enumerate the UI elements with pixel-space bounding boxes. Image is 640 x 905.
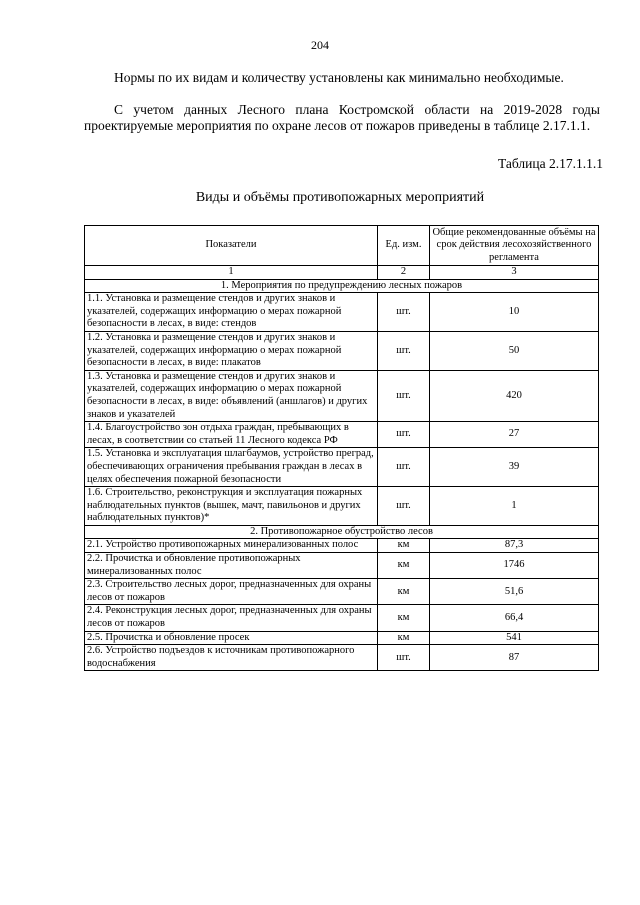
table-row bbox=[85, 605, 599, 631]
row-value: 87 bbox=[430, 645, 599, 671]
section-title: 1. Мероприятия по предупреждению лесных пожаров bbox=[85, 279, 599, 293]
intro-paragraph-1 bbox=[84, 70, 600, 86]
row-name: 1.5. Установка и эксплуатация шлагбаумов, устройство преград, обеспечивающих ограничения пребывания граждан в лесах в целях обеспечения пожарной безопасности bbox=[85, 448, 378, 487]
row-value: 1746 bbox=[430, 553, 599, 579]
column-number-row bbox=[85, 266, 599, 280]
row-value: 39 bbox=[430, 448, 599, 487]
header-indicators: Показатели bbox=[85, 226, 378, 266]
row-value: 1 bbox=[430, 487, 599, 526]
table-row bbox=[85, 293, 599, 332]
row-name: 2.3. Строительство лесных дорог, предназначенных для охраны лесов от пожаров bbox=[85, 579, 378, 605]
table-row bbox=[85, 579, 599, 605]
row-value: 66,4 bbox=[430, 605, 599, 631]
paragraph-text: С учетом данных Лесного плана Костромской области на 2019-2028 годы проектируемые мероприятия по охране лесов от пожаров приведены в таблице 2.17.1.1. bbox=[84, 102, 600, 133]
row-unit: шт. bbox=[378, 487, 430, 526]
header-unit: Ед. изм. bbox=[378, 226, 430, 266]
intro-paragraph-2 bbox=[84, 102, 600, 134]
row-name: 1.2. Установка и размещение стендов и других знаков и указателей, содержащих информацию о мерах пожарной безопасности в лесах, в виде: плакатов bbox=[85, 331, 378, 370]
row-unit: км bbox=[378, 631, 430, 645]
row-unit: шт. bbox=[378, 293, 430, 332]
paragraph-text: Нормы по их видам и количеству установлены как минимально необходимые. bbox=[114, 70, 564, 85]
row-name: 2.2. Прочистка и обновление противопожарных минерализованных полос bbox=[85, 553, 378, 579]
row-name: 1.4. Благоустройство зон отдыха граждан, пребывающих в лесах, в соответствии со статьей 11 Лесного кодекса РФ bbox=[85, 422, 378, 448]
column-number: 1 bbox=[85, 266, 378, 280]
table-header-row bbox=[85, 226, 599, 266]
row-name: 2.1. Устройство противопожарных минерализованных полос bbox=[85, 539, 378, 553]
row-value: 51,6 bbox=[430, 579, 599, 605]
row-value: 10 bbox=[430, 293, 599, 332]
table-row bbox=[85, 487, 599, 526]
column-number: 2 bbox=[378, 266, 430, 280]
row-unit: шт. bbox=[378, 645, 430, 671]
section-title: 2. Противопожарное обустройство лесов bbox=[85, 525, 599, 539]
row-unit: км bbox=[378, 553, 430, 579]
row-name: 2.6. Устройство подъездов к источникам противопожарного водоснабжения bbox=[85, 645, 378, 671]
row-name: 2.5. Прочистка и обновление просек bbox=[85, 631, 378, 645]
table-label: Таблица 2.17.1.1.1 bbox=[498, 156, 603, 171]
row-unit: км bbox=[378, 579, 430, 605]
table-row bbox=[85, 370, 599, 421]
section-row bbox=[85, 525, 599, 539]
row-unit: км bbox=[378, 605, 430, 631]
table-row bbox=[85, 448, 599, 487]
table-row bbox=[85, 422, 599, 448]
table-row bbox=[85, 553, 599, 579]
row-unit: шт. bbox=[378, 331, 430, 370]
page-number: 204 bbox=[311, 38, 329, 52]
measures-table bbox=[84, 225, 599, 671]
table-row bbox=[85, 631, 599, 645]
row-value: 50 bbox=[430, 331, 599, 370]
header-volumes: Общие рекомендованные объёмы на срок действия лесохозяйственного регламента bbox=[430, 226, 599, 266]
row-value: 87,3 bbox=[430, 539, 599, 553]
column-number: 3 bbox=[430, 266, 599, 280]
row-unit: км bbox=[378, 539, 430, 553]
row-unit: шт. bbox=[378, 422, 430, 448]
row-unit: шт. bbox=[378, 448, 430, 487]
row-value: 420 bbox=[430, 370, 599, 421]
row-name: 1.1. Установка и размещение стендов и других знаков и указателей, содержащих информацию о мерах пожарной безопасности в лесах, в виде: стендов bbox=[85, 293, 378, 332]
row-name: 1.6. Строительство, реконструкция и эксплуатация пожарных наблюдательных пунктов (вышек, мачт, павильонов и других наблюдательных пунктов)* bbox=[85, 487, 378, 526]
row-name: 1.3. Установка и размещение стендов и других знаков и указателей, содержащих информацию о мерах пожарной безопасности в лесах, в виде: объявлений (аншлагов) и других знаков и указателей bbox=[85, 370, 378, 421]
table-title: Виды и объёмы противопожарных мероприятий bbox=[195, 190, 485, 205]
table-row bbox=[85, 331, 599, 370]
row-name: 2.4. Реконструкция лесных дорог, предназначенных для охраны лесов от пожаров bbox=[85, 605, 378, 631]
table-row bbox=[85, 645, 599, 671]
table-row bbox=[85, 539, 599, 553]
row-unit: шт. bbox=[378, 370, 430, 421]
section-row bbox=[85, 279, 599, 293]
row-value: 27 bbox=[430, 422, 599, 448]
row-value: 541 bbox=[430, 631, 599, 645]
